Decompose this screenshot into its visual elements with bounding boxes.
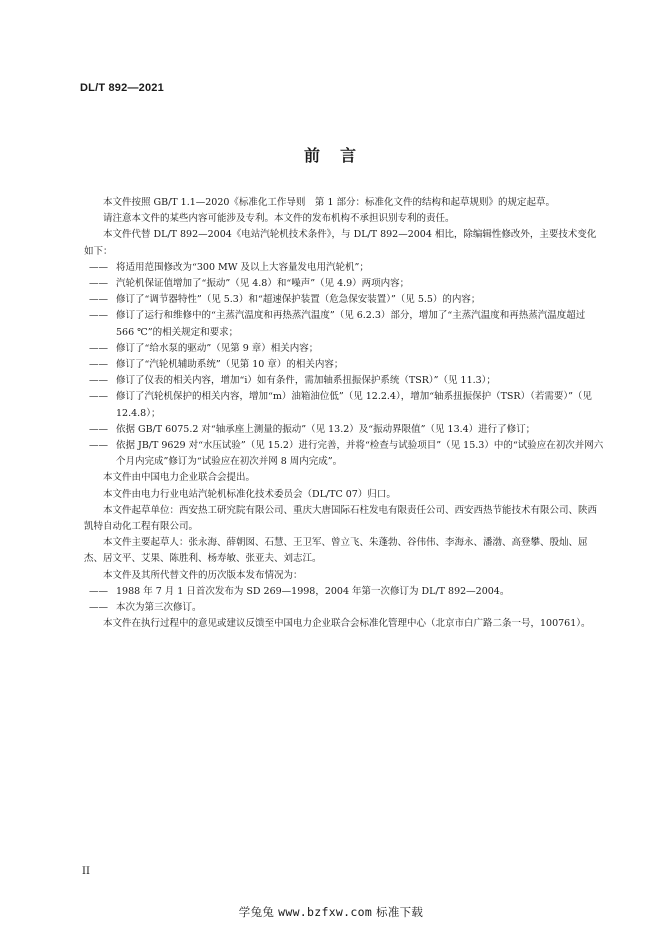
footer-site-name: 学兔兔 — [238, 905, 275, 919]
paragraph: 本文件按照 GB/T 1.1—2020《标准化工作导则 第 1 部分：标准化文件的结构和起草规则》的规定起草。 — [103, 197, 556, 208]
page-number: II — [82, 866, 90, 877]
dash-marker: —— — [89, 375, 108, 387]
history-item — [84, 584, 604, 600]
list-item — [84, 438, 604, 470]
paragraph: 本文件及其所代替文件的历次版本发布情况为： — [103, 569, 303, 581]
history-item-text: 1988 年 7 月 1 日首次发布为 SD 269—1998，2004 年第一次修订为 DL/T 892—2004。 — [116, 585, 510, 597]
list-item — [84, 389, 604, 421]
list-item-text: 修订了仪表的相关内容，增加“i）如有条件，需加轴系扭振保护系统（TSR）”（见 11.3）； — [116, 375, 496, 387]
dash-marker: —— — [89, 602, 108, 614]
list-item — [84, 373, 604, 389]
list-item — [84, 292, 604, 308]
list-item — [84, 276, 604, 292]
list-item-text: 将适用范围修改为“300 MW 及以上大容量发电用汽轮机”； — [116, 261, 369, 273]
list-item-text: 修订了运行和维修中的“主蒸汽温度和再热蒸汽温度”（见 6.2.3）部分，增加了“主蒸汽温度和再热蒸汽温度超过 566 ℃”的相关规定和要求； — [116, 310, 586, 338]
dash-marker: —— — [89, 342, 108, 354]
history-item — [84, 600, 604, 616]
paragraph: 本文件由中国电力企业联合会提出。 — [103, 472, 256, 484]
list-item — [84, 422, 604, 438]
list-item-text: 修订了“汽轮机辅助系统”（见第 10 章）的相关内容； — [116, 359, 344, 371]
list-item — [84, 357, 604, 373]
paragraph: 本文件由电力行业电站汽轮机标准化技术委员会（DL/TC 07）归口。 — [103, 488, 396, 500]
dash-marker: —— — [89, 310, 108, 322]
dash-marker: —— — [89, 278, 108, 290]
dash-marker: —— — [89, 391, 108, 403]
dash-marker: —— — [89, 423, 108, 435]
list-item — [84, 308, 604, 340]
list-item — [84, 260, 604, 276]
history-item-text: 本次为第三次修订。 — [116, 602, 202, 614]
footer-watermark — [0, 904, 662, 920]
paragraph: 本文件代替 DL/T 892—2004《电站汽轮机技术条件》，与 DL/T 892—2004 相比，除编辑性修改外，主要技术变化如下： — [84, 229, 597, 257]
dash-marker: —— — [89, 440, 108, 452]
list-item — [84, 341, 604, 357]
dash-marker: —— — [89, 359, 108, 371]
list-item-text: 汽轮机保证值增加了“振动”（见 4.8）和“噪声”（见 4.9）两项内容； — [116, 278, 410, 290]
list-item-text: 修订了汽轮机保护的相关内容，增加“m）油箱油位低”（见 12.2.4），增加“轴系扭振保护（TSR）（若需要）”（见 12.4.8）； — [116, 391, 592, 419]
dash-marker: —— — [89, 261, 108, 273]
page-title: 前 言 — [303, 146, 358, 165]
dash-marker: —— — [89, 294, 108, 306]
footer-tagline: 标准下载 — [376, 905, 424, 919]
paragraph: 请注意本文件的某些内容可能涉及专利。本文件的发布机构不承担识别专利的责任。 — [103, 213, 455, 225]
list-item-text: 修订了“调节器特性”（见 5.3）和“超速保护装置（危急保安装置）”（见 5.5）的内容； — [116, 294, 481, 306]
list-item-text: 依据 JB/T 9629 对“水压试验”（见 15.2）进行完善，并将“检查与试验项目”（见 15.3）中的“试验应在初次并网六个月内完成”修订为“试验应在初次并网 8 周内完成”。 — [116, 440, 604, 468]
paragraph: 本文件主要起草人：张永海、薛朝囡、石慧、王卫军、曾立飞、朱蓬勃、谷伟伟、李海永、潘渤、高登攀、殷灿、屈杰、居文平、艾果、陈胜利、杨寿敏、张亚夫、刘志江。 — [84, 537, 588, 565]
document-code: DL/T 892—2021 — [80, 82, 164, 94]
footer-url-link[interactable]: www.bzfxw.com — [278, 905, 373, 919]
paragraph: 本文件起草单位：西安热工研究院有限公司、重庆大唐国际石柱发电有限责任公司、西安西热节能技术有限公司、陕西凯特自动化工程有限公司。 — [84, 504, 598, 533]
paragraph: 本文件在执行过程中的意见或建议反馈至中国电力企业联合会标准化管理中心（北京市白广路二条一号，100761）。 — [103, 618, 591, 630]
foreword-body — [84, 195, 604, 632]
list-item-text: 修订了“给水泵的驱动”（见第 9 章）相关内容； — [116, 342, 319, 354]
dash-marker: —— — [89, 585, 108, 597]
list-item-text: 依据 GB/T 6075.2 对“轴承座上测量的振动”（见 13.2）及“振动界限值”（见 13.4）进行了修订； — [116, 423, 536, 435]
